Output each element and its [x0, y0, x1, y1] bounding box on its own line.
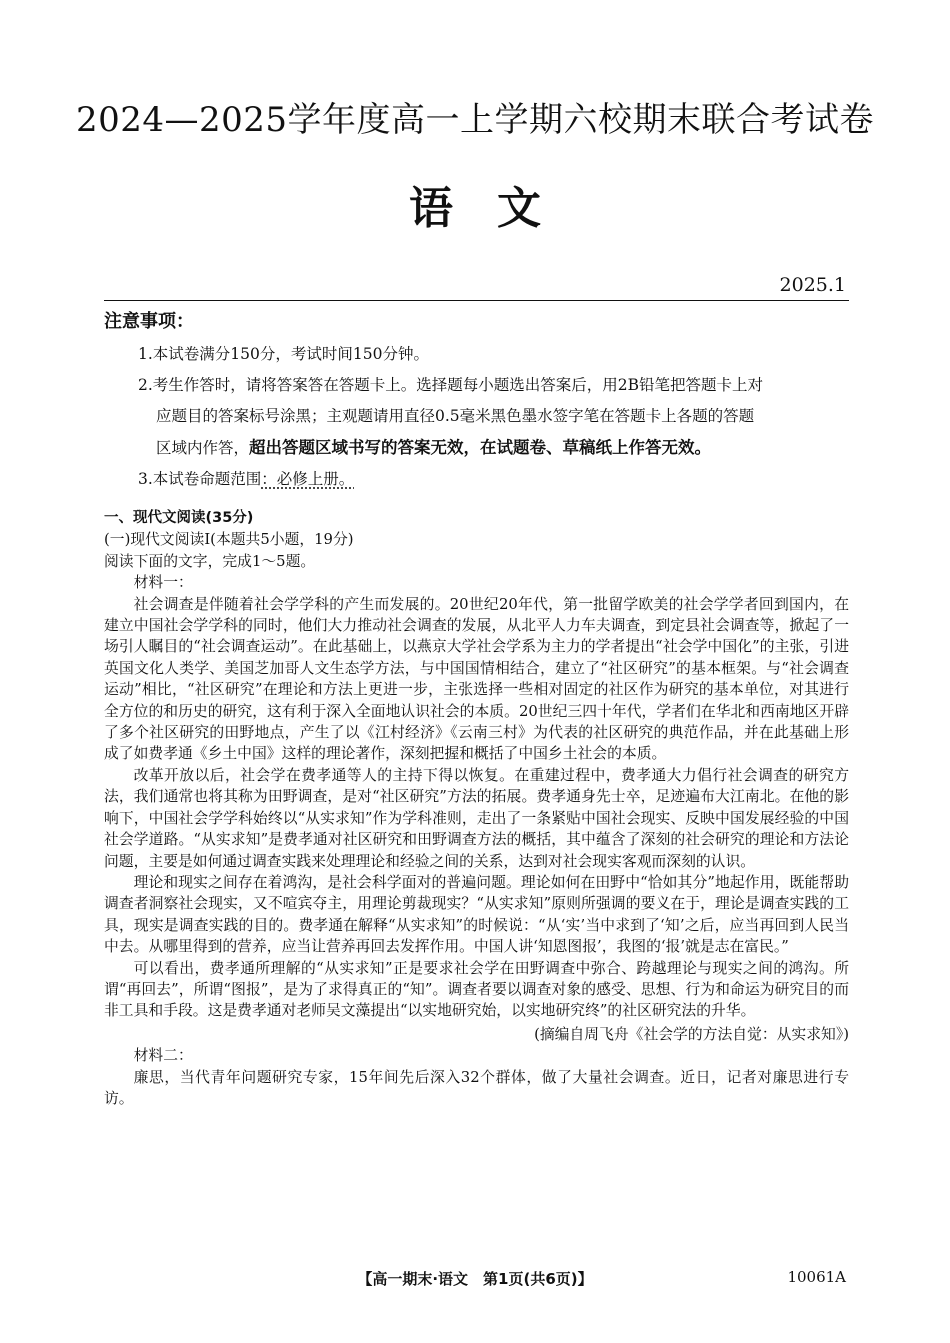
reading-section: [104, 508, 849, 1109]
subject-title: 语文: [409, 183, 585, 234]
header-divider: [104, 300, 849, 301]
material-1-label: 材料一：: [133, 574, 193, 592]
material-2-paragraph-1: 廉思，当代青年问题研究专家，15年间先后深入32个群体，做了大量社会调查。近日，记者对廉思进行专访。: [104, 1068, 849, 1107]
notice-item-3-label: 3.本试卷命题范围: [138, 470, 262, 488]
notice-section: [104, 307, 849, 495]
reading-instruction: 阅读下面的文字，完成1～5题。: [104, 552, 316, 570]
material-1-paragraph-3: 理论和现实之间存在着鸿沟，是社会科学面对的普遍问题。理论如何在田野中“恰如其分”地起作用，既能帮助调查者洞察社会现实，又不喧宾夺主，用理论剪裁现实？“从实求知”原则所强调的要义在于，理论是调查实践的工具，现实是调查实践的目的。费孝通在解释“从实求知”的时候说：“从‘实’当中求到了‘知’之后，应当再回到人民当中去。从哪里得到的营养，应当让营养再回去发挥作用。中国人讲‘知恩图报’，我图的‘报’就是志在富民。”: [104, 873, 849, 956]
notice-item-3-scope: ：必修上册。: [261, 470, 355, 488]
material-1-paragraph-4: 可以看出，费孝通所理解的“从实求知”正是要求社会学在田野调查中弥合、跨越理论与现实之间的鸿沟。所谓“再回去”，所谓“图报”，是为了求得真正的“知”。调查者要以调查对象的感受、思想、行为和命运为研究目的而非工具和手段。这是费孝通对老师吴文藻提出“以实地研究始，以实地研究终”的社区研究法的升华。: [104, 959, 849, 1020]
notice-item-2: 2.考生作答时，请将答案答在答题卡上。选择题每小题选出答案后，用2B铅笔把答题卡上对: [138, 376, 764, 394]
notice-warning: 超出答题区域书写的答案无效，在试题卷、草稿纸上作答无效。: [249, 438, 712, 457]
notice-item-2-cont-2: [156, 432, 849, 464]
notice-heading: 注意事项：: [104, 311, 194, 332]
notice-item-3: [138, 464, 849, 495]
material-2-label: 材料二：: [133, 1047, 193, 1065]
footer-page-info: 【高一期末·语文 第1页(共6页)】: [357, 1270, 593, 1288]
notice-item-1: 1.本试卷满分150分，考试时间150分钟。: [138, 345, 429, 363]
exam-date: 2025.1: [779, 274, 846, 296]
section-title: 一、现代文阅读(35分): [104, 510, 254, 526]
material-1-source: (摘编自周飞舟《社会学的方法自觉：从实求知》): [534, 1025, 849, 1043]
subsection-title: (一)现代文阅读Ⅰ(本题共5小题，19分): [104, 531, 354, 549]
notice-item-2-cont: 应题目的答案标号涂黑；主观题请用直径0.5毫米黑色墨水签字笔在答题卡上各题的答题: [156, 407, 755, 425]
exam-title: 2024—2025学年度高一上学期六校期末联合考试卷: [75, 100, 875, 140]
footer-code: 10061A: [787, 1268, 846, 1286]
notice-item-2-text: 区域内作答，: [156, 439, 250, 457]
material-1-paragraph-2: 改革开放以后，社会学在费孝通等人的主持下得以恢复。在重建过程中，费孝通大力倡行社会调查的研究方法，我们通常也将其称为田野调查，是对“社区研究”方法的拓展。费孝通身先士卒，足迹遍布大江南北。在他的影响下，中国社会学学科始终以“从实求知”作为学科准则，走出了一条紧贴中国社会现实、反映中国发展经验的中国社会学道路。“从实求知”是费孝通对社区研究和田野调查方法的概括，其中蕴含了深刻的社会研究的理论和方法论问题，主要是如何通过调查实践来处理理论和经验之间的关系，达到对社会现实客观而深刻的认识。: [104, 766, 849, 870]
material-1-paragraph-1: 社会调查是伴随着社会学学科的产生而发展的。20世纪20年代，第一批留学欧美的社会学学者回到国内，在建立中国社会学学科的同时，他们大力推动社会调查的发展，从北平人力车夫调查，到定县社会调查等，掀起了一场引人瞩目的“社会调查运动”。在此基础上，以燕京大学社会学系为主力的学者提出“社会学中国化”的主张，引进英国文化人类学、美国芝加哥人文生态学方法，与中国国情相结合，建立了“社区研究”的基本框架。与“社会调查运动”相比，“社区研究”在理论和方法上更进一步，主张选择一些相对固定的社区作为研究的基本单位，对其进行全方位的和历史的研究，这有利于深入全面地认识社会的本质。20世纪三四十年代，学者们在华北和西南地区开辟了多个社区研究的田野地点，产生了以《江村经济》《云南三村》为代表的社区研究的典范作品，并在此基础上形成了如费孝通《乡土中国》这样的理论著作，深刻把握和概括了中国乡土社会的本质。: [104, 595, 849, 763]
